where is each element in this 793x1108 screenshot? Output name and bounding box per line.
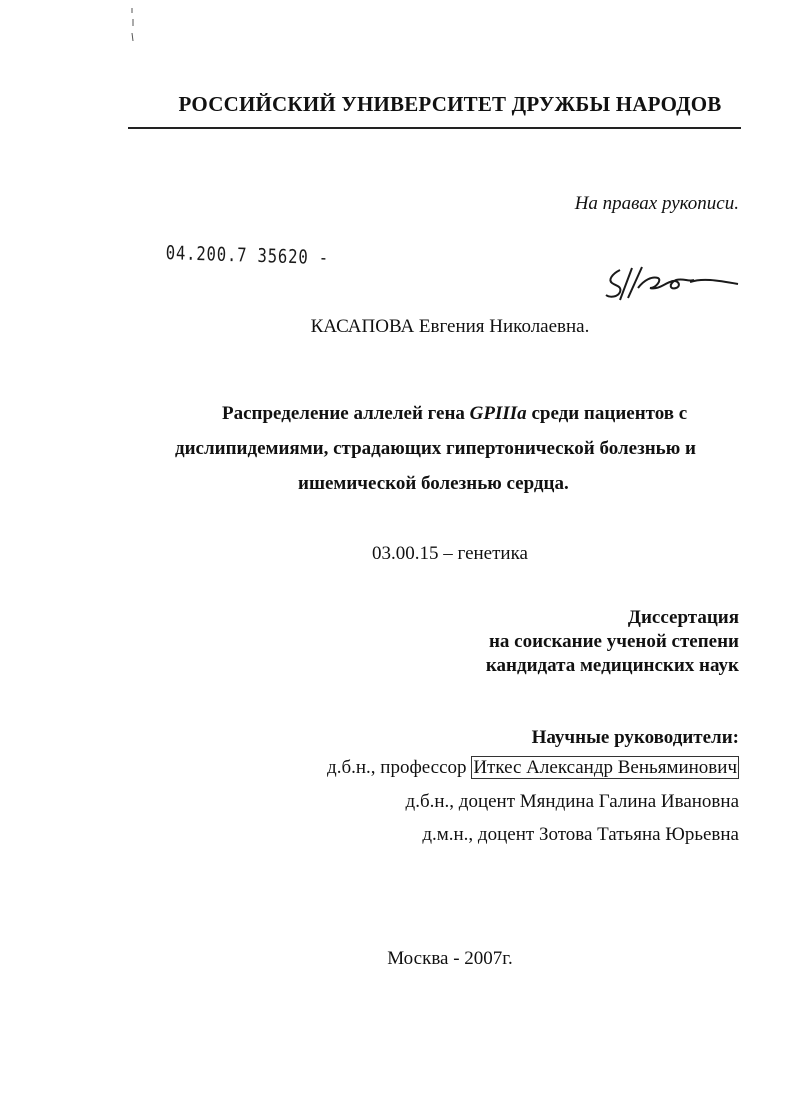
degree-line-1: Диссертация: [627, 607, 739, 628]
university-name: РОССИЙСКИЙ УНИВЕРСИТЕТ ДРУЖБЫ НАРОДОВ: [178, 92, 722, 116]
advisor-2: [406, 791, 739, 813]
gene-name: GPIIIa: [469, 403, 527, 424]
advisor-3: [422, 824, 739, 846]
advisors-heading: Научные руководители:: [531, 727, 739, 748]
advisor-1: [327, 757, 739, 779]
degree-line-2: на соискание ученой степени: [488, 631, 739, 652]
handwritten-signature: [598, 258, 748, 308]
advisor-2-name: Мяндина Галина Ивановна: [519, 791, 739, 812]
header-divider: [128, 127, 741, 129]
title-line-2: дислипидемиями, страдающих гипертонической болезнью и: [175, 438, 696, 459]
title-line-3: ишемической болезнью сердца.: [298, 473, 569, 494]
advisor-2-title: д.б.н., доцент: [405, 791, 520, 812]
registration-code: 04.200.7 35620 -: [165, 242, 330, 270]
title-line-1-end: среди пациентов с: [526, 403, 688, 424]
advisor-3-name: Зотова Татьяна Юрьевна: [538, 824, 739, 845]
title-line-1-start: Распределение аллелей гена: [222, 403, 470, 424]
dissertation-title: [150, 396, 750, 501]
advisor-1-title: д.б.н., профессор: [327, 757, 472, 778]
advisor-1-name: Иткес Александр Веньяминович: [473, 757, 737, 778]
degree-line-3: кандидата медицинских наук: [485, 655, 739, 676]
degree-block: [486, 606, 739, 678]
city-year: Москва - 2007г.: [387, 948, 513, 969]
manuscript-note: На правах рукописи.: [574, 193, 739, 214]
advisor-3-title: д.м.н., доцент: [422, 824, 539, 845]
specialty-code: 03.00.15 – генетика: [372, 543, 528, 564]
title-line-1: [150, 396, 750, 431]
author-name: КАСАПОВА Евгения Николаевна.: [310, 316, 590, 337]
scan-marks: [129, 6, 137, 42]
